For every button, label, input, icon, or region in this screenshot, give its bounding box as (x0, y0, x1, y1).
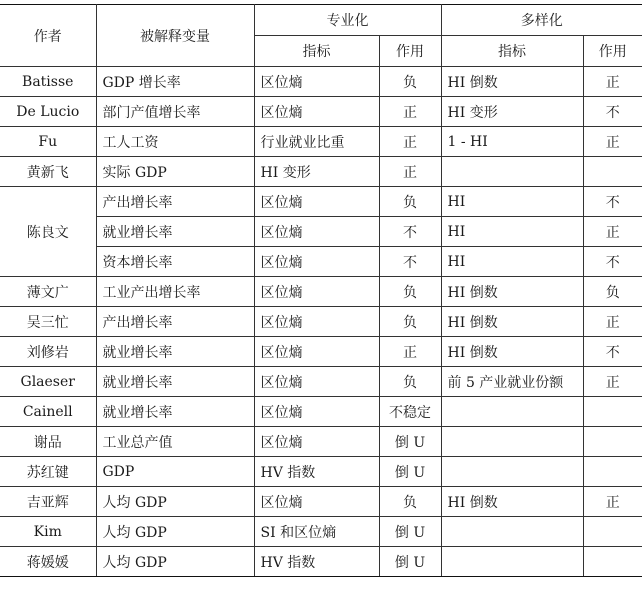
author-cell: 刘修岩 (0, 337, 96, 367)
explained-variable-cell: 人均 GDP (96, 517, 254, 547)
spec-indicator-cell: 区位熵 (254, 97, 379, 127)
div-indicator-cell: HI 倒数 (441, 487, 583, 517)
diversification-header: 多样化 (441, 5, 642, 36)
table-row (0, 517, 642, 547)
div-effect-cell: 正 (583, 307, 642, 337)
spec-effect-cell: 不 (379, 247, 441, 277)
spec-effect-header: 作用 (379, 36, 441, 67)
table-row (0, 487, 642, 517)
div-effect-cell (583, 157, 642, 187)
author-cell: 薄文广 (0, 277, 96, 307)
specialization-header: 专业化 (254, 5, 441, 36)
spec-effect-cell: 负 (379, 307, 441, 337)
div-indicator-cell: 前 5 产业就业份额 (441, 367, 583, 397)
table-row (0, 367, 642, 397)
div-effect-cell (583, 397, 642, 427)
table-row (0, 307, 642, 337)
div-effect-cell: 负 (583, 277, 642, 307)
spec-effect-cell: 正 (379, 97, 441, 127)
table-row (0, 67, 642, 97)
explained-variable-cell: 就业增长率 (96, 397, 254, 427)
literature-summary-table (0, 4, 642, 577)
div-effect-cell: 正 (583, 487, 642, 517)
div-effect-cell: 正 (583, 127, 642, 157)
spec-effect-cell: 负 (379, 367, 441, 397)
div-indicator-cell (441, 427, 583, 457)
explained-variable-cell: 产出增长率 (96, 187, 254, 217)
author-cell: Batisse (0, 67, 96, 97)
table-row (0, 247, 642, 277)
spec-indicator-cell: 区位熵 (254, 397, 379, 427)
explained-variable-cell: 实际 GDP (96, 157, 254, 187)
author-cell: 苏红键 (0, 457, 96, 487)
spec-effect-cell: 正 (379, 127, 441, 157)
table-row (0, 547, 642, 577)
div-effect-cell: 不 (583, 247, 642, 277)
spec-indicator-cell: SI 和区位熵 (254, 517, 379, 547)
div-indicator-cell (441, 157, 583, 187)
spec-indicator-cell: 区位熵 (254, 217, 379, 247)
spec-indicator-cell: 区位熵 (254, 367, 379, 397)
div-indicator-cell (441, 457, 583, 487)
author-cell: Glaeser (0, 367, 96, 397)
header-row-top (0, 5, 642, 36)
table-row (0, 397, 642, 427)
explained-variable-cell: GDP 增长率 (96, 67, 254, 97)
explained-variable-cell: 产出增长率 (96, 307, 254, 337)
explained-variable-cell: 资本增长率 (96, 247, 254, 277)
div-effect-cell: 正 (583, 217, 642, 247)
table-row (0, 217, 642, 247)
table-row (0, 457, 642, 487)
spec-effect-cell: 倒 U (379, 547, 441, 577)
div-indicator-cell: HI 倒数 (441, 277, 583, 307)
author-cell: Fu (0, 127, 96, 157)
div-indicator-cell: HI 倒数 (441, 307, 583, 337)
explained-variable-cell: 部门产值增长率 (96, 97, 254, 127)
spec-effect-cell: 负 (379, 487, 441, 517)
explained-variable-cell: 人均 GDP (96, 547, 254, 577)
spec-indicator-cell: HV 指数 (254, 547, 379, 577)
explained-variable-cell: 就业增长率 (96, 367, 254, 397)
spec-effect-cell: 正 (379, 337, 441, 367)
div-effect-cell: 不 (583, 337, 642, 367)
table-row (0, 277, 642, 307)
explained-variable-cell: 人均 GDP (96, 487, 254, 517)
div-indicator-cell: HI (441, 187, 583, 217)
div-indicator-cell: HI 倒数 (441, 67, 583, 97)
spec-indicator-cell: 行业就业比重 (254, 127, 379, 157)
div-indicator-cell (441, 397, 583, 427)
div-effect-cell: 不 (583, 187, 642, 217)
spec-effect-cell: 负 (379, 277, 441, 307)
div-effect-cell (583, 427, 642, 457)
spec-effect-cell: 负 (379, 67, 441, 97)
spec-indicator-cell: 区位熵 (254, 337, 379, 367)
spec-indicator-cell: 区位熵 (254, 307, 379, 337)
explained-variable-cell: 工人工资 (96, 127, 254, 157)
div-indicator-header: 指标 (441, 36, 583, 67)
div-effect-cell (583, 517, 642, 547)
author-header: 作者 (0, 5, 96, 67)
table-row (0, 157, 642, 187)
spec-indicator-cell: 区位熵 (254, 187, 379, 217)
spec-effect-cell: 倒 U (379, 427, 441, 457)
explained-variable-header: 被解释变量 (96, 5, 254, 67)
author-cell: 谢品 (0, 427, 96, 457)
div-effect-cell (583, 457, 642, 487)
author-cell: 吴三忙 (0, 307, 96, 337)
spec-indicator-cell: 区位熵 (254, 247, 379, 277)
spec-indicator-cell: 区位熵 (254, 487, 379, 517)
div-indicator-cell: HI (441, 217, 583, 247)
spec-effect-cell: 倒 U (379, 457, 441, 487)
table-row (0, 427, 642, 457)
div-indicator-cell: HI (441, 247, 583, 277)
div-effect-cell: 正 (583, 67, 642, 97)
div-indicator-cell: HI 变形 (441, 97, 583, 127)
spec-indicator-header: 指标 (254, 36, 379, 67)
author-cell: De Lucio (0, 97, 96, 127)
div-effect-cell: 不 (583, 97, 642, 127)
table-row (0, 127, 642, 157)
author-cell: Cainell (0, 397, 96, 427)
div-indicator-cell (441, 547, 583, 577)
explained-variable-cell: 就业增长率 (96, 337, 254, 367)
div-effect-cell (583, 547, 642, 577)
explained-variable-cell: 工业产出增长率 (96, 277, 254, 307)
spec-indicator-cell: 区位熵 (254, 427, 379, 457)
author-cell: 蒋媛媛 (0, 547, 96, 577)
spec-indicator-cell: 区位熵 (254, 277, 379, 307)
table-row (0, 187, 642, 217)
spec-indicator-cell: 区位熵 (254, 67, 379, 97)
table-row (0, 97, 642, 127)
div-effect-cell: 正 (583, 367, 642, 397)
div-indicator-cell: HI 倒数 (441, 337, 583, 367)
author-cell: 黄新飞 (0, 157, 96, 187)
author-cell: 吉亚辉 (0, 487, 96, 517)
spec-effect-cell: 不稳定 (379, 397, 441, 427)
spec-effect-cell: 倒 U (379, 517, 441, 547)
table-row (0, 337, 642, 367)
spec-indicator-cell: HV 指数 (254, 457, 379, 487)
author-cell: Kim (0, 517, 96, 547)
div-effect-header: 作用 (583, 36, 642, 67)
table-body (0, 67, 642, 577)
spec-effect-cell: 正 (379, 157, 441, 187)
div-indicator-cell: 1 - HI (441, 127, 583, 157)
author-cell: 陈良文 (0, 187, 96, 277)
spec-effect-cell: 不 (379, 217, 441, 247)
spec-indicator-cell: HI 变形 (254, 157, 379, 187)
explained-variable-cell: GDP (96, 457, 254, 487)
div-indicator-cell (441, 517, 583, 547)
explained-variable-cell: 就业增长率 (96, 217, 254, 247)
explained-variable-cell: 工业总产值 (96, 427, 254, 457)
spec-effect-cell: 负 (379, 187, 441, 217)
